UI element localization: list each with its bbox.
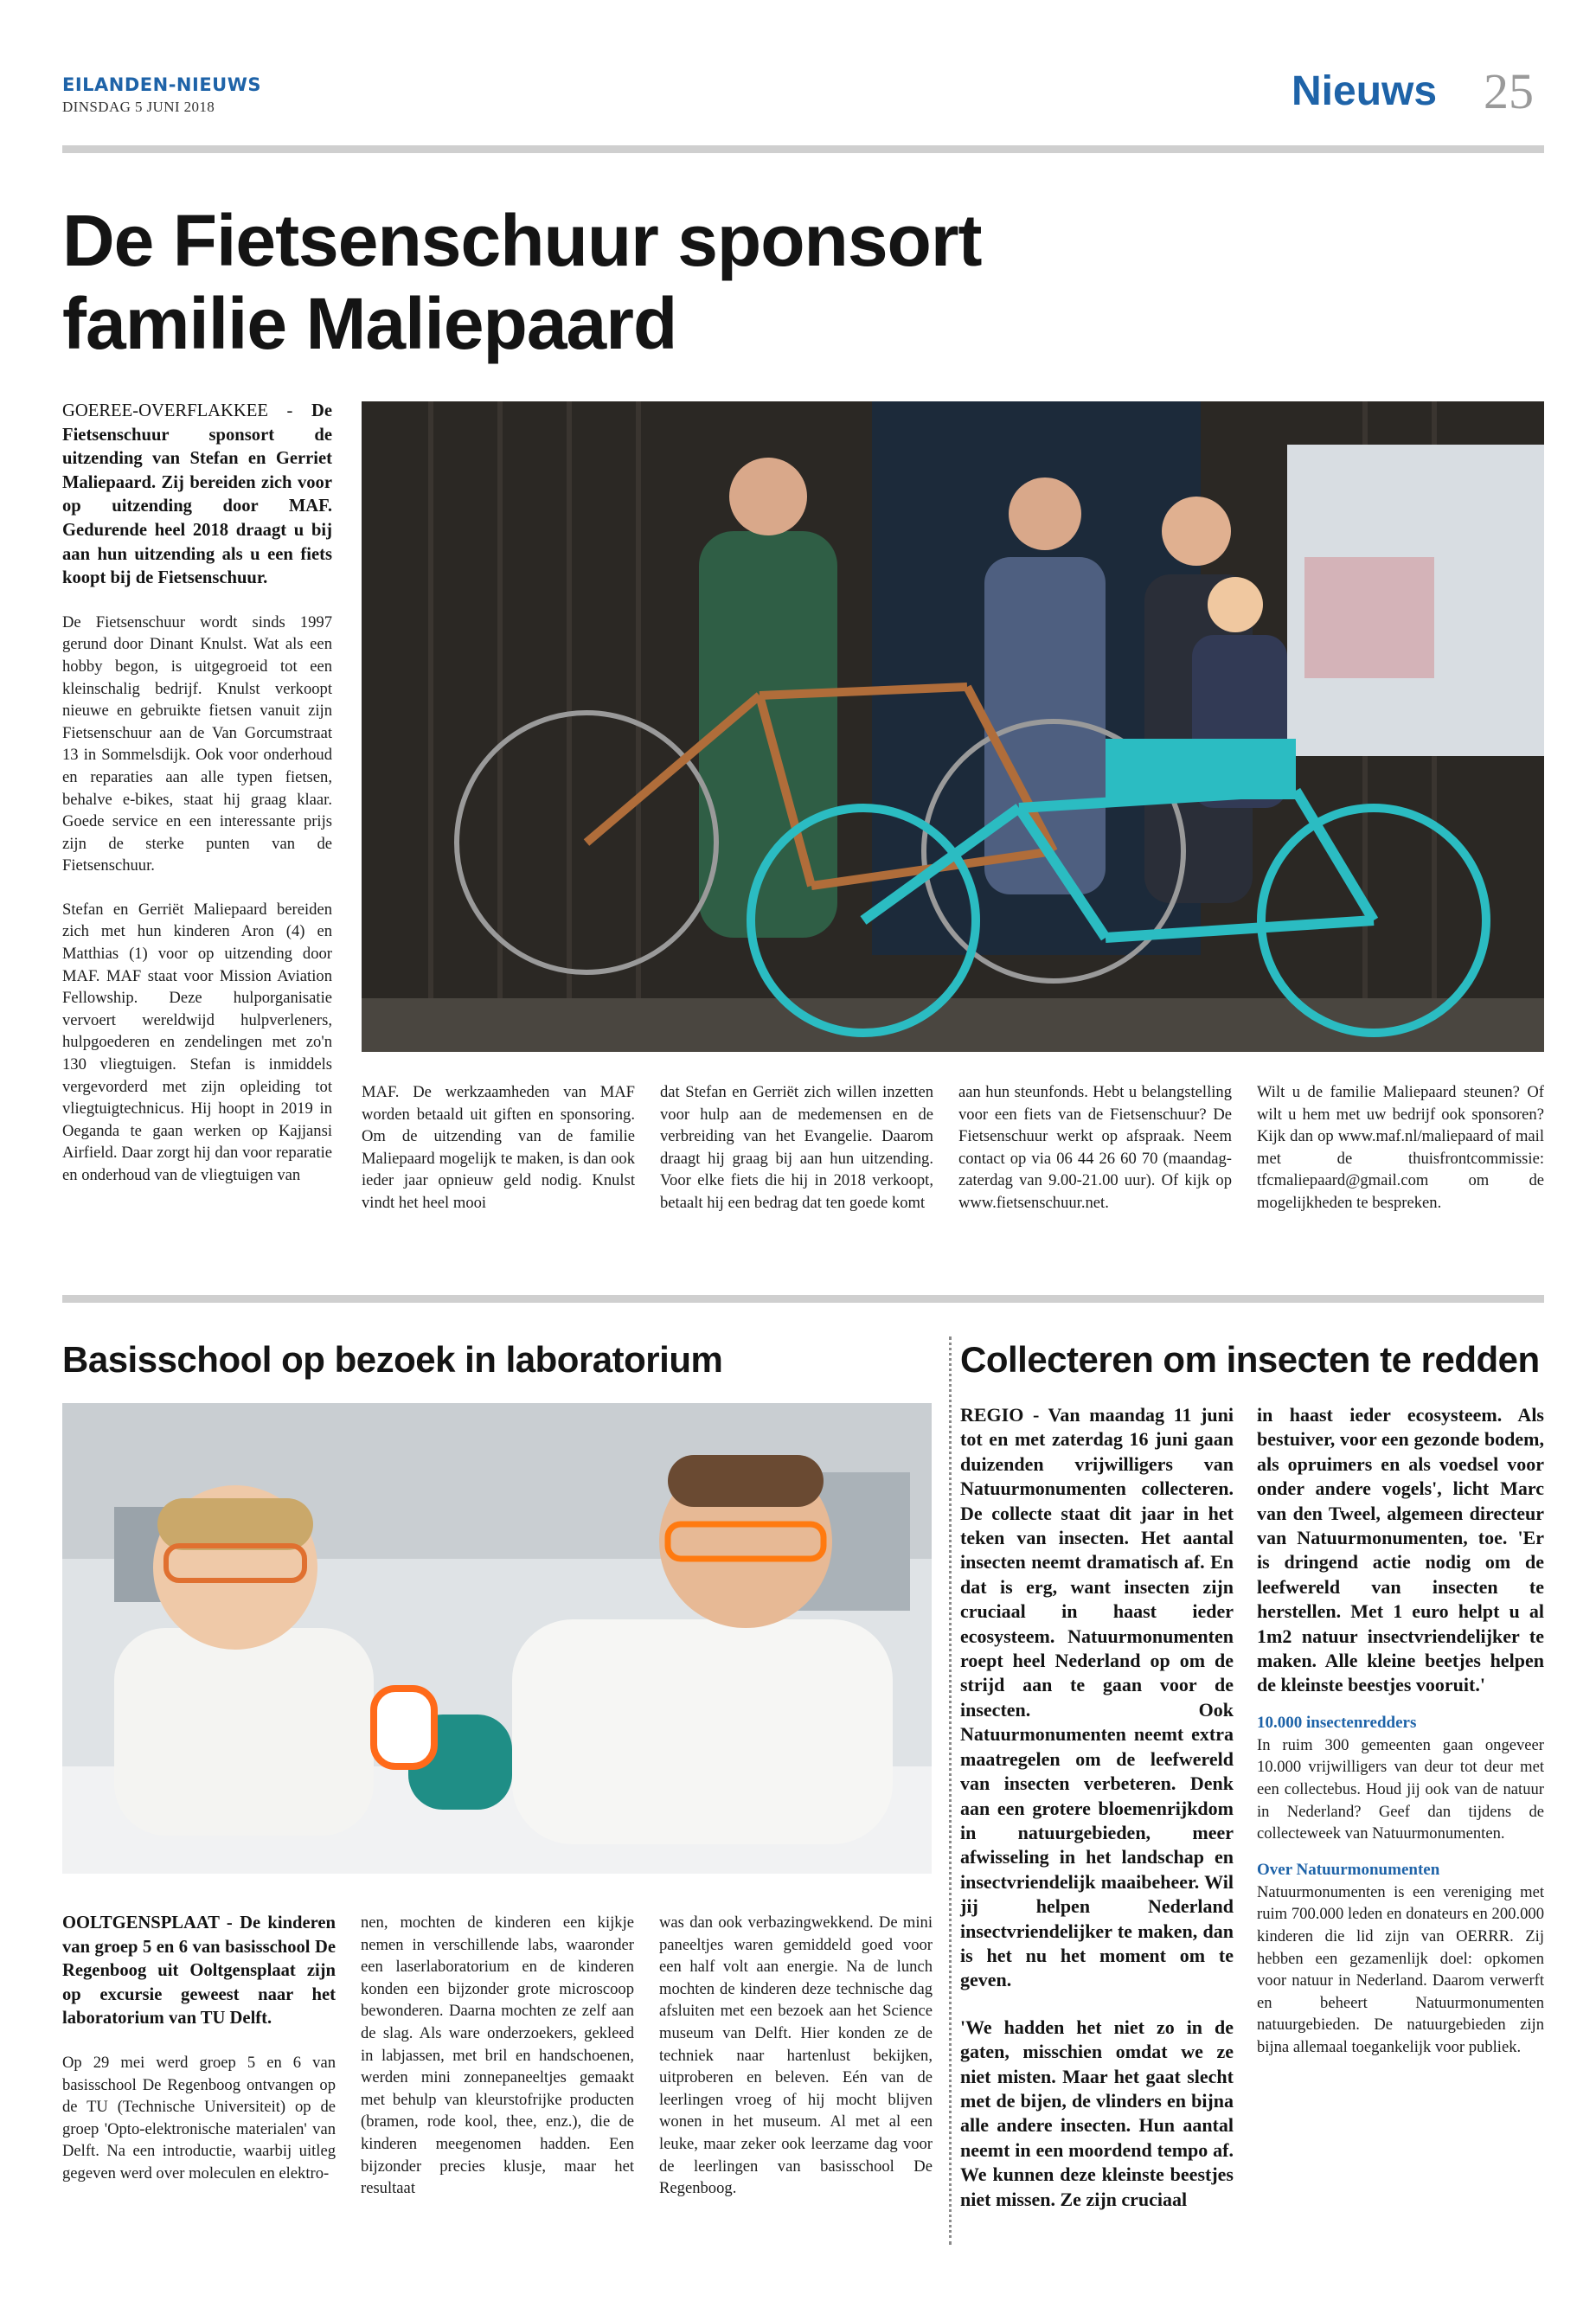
article1-dateline: GOEREE-OVERFLAKKEE - bbox=[62, 401, 293, 420]
article1-column-4: aan hun steunfonds. Hebt u belangstelling voor een fiets van de Fietsenschuur? De Fietsenschuur werkt op afspraak. Neem contact op via 06 44 26 60 70 (maandag-zaterdag van 9.00-21.00 uur). Of kijk op www.fietsenschuur.net. bbox=[958, 1083, 1232, 1212]
article3-lead: REGIO - Van maandag 11 juni tot en met zaterdag 16 juni gaan duizenden vrijwilligers van Natuurmonumenten collecteren. De collecte staat dit jaar in het teken van insecten. Het aantal insecten neemt dramatisch af. En dat is erg, want insecten zijn cruciaal in haast ieder ecosysteem. Natuurmonumenten roept heel Nederland op om de strijd aan te gaan voor de insecten. Ook Natuurmonumenten neemt extra maatregelen om de leefwereld van insecten verbeteren. Denk aan een grotere bloemenrijkdom in natuurgebieden, meer afwisseling in het landschap en insectvriendelijk maaibeheer. Wil jij helpen Nederland insectvriendelijker te maken, dan is het nu het moment om te geven. bbox=[960, 1404, 1234, 1991]
article1-column-1 bbox=[62, 400, 332, 1208]
article3-sub-text-1: In ruim 300 gemeenten gaan ongeveer 10.000 vrijwilligers van deur tot deur met een collectebus. Houd jij ook van de natuur in Nederland? Geef dan tijdens de collecteweek van Natuurmonumenten. bbox=[1257, 1735, 1544, 1843]
laboratory-photo bbox=[62, 1403, 932, 1874]
article3-sub-text-2: Natuurmonumenten is een vereniging met ruim 700.000 leden en donateurs en 200.000 kinderen die lid zijn van OERRR. Zij hebben een gezamenlijk doel: opkomen voor natuur in Nederland. Daarom verwerft en beheert Natuurmonumenten natuurgebieden. De natuurgebieden zijn bijna allemaal toegankelijk voor publiek. bbox=[1257, 1882, 1544, 2056]
article1-headline: De Fietsenschuur sponsort familie Maliepaard bbox=[62, 200, 982, 364]
article3-column-2 bbox=[1257, 1403, 1544, 2059]
column-separator bbox=[949, 1336, 952, 2245]
article2-lead: OOLTGENSPLAAT - De kinderen van groep 5 en 6 van basisschool De Regenboog uit Ooltgensplaat zijn op excursie geweest naar het laboratorium van TU Delft. bbox=[62, 1913, 336, 2029]
article1-paragraph: Stefan en Gerriët Maliepaard bereiden zich met hun kinderen Aron (4) en Matthias (1) voor op uitzending door MAF. MAF staat voor Mission Aviation Fellowship. Deze hulporganisatie vervoert wereldwijd hulpverleners, hulpgoederen en zendelingen met zo'n 130 vliegtuigen. Stefan is inmiddels vergevorderd met zijn opleiding tot vliegtuigtechnicus. Hij hoopt in 2019 in Oeganda te gaan werken op Kajjansi Airfield. Daar zorgt hij dan voor reparatie en onderhoud van de vliegtuigen van bbox=[62, 900, 332, 1184]
article1-column-2: MAF. De werkzaamheden van MAF worden betaald uit giften en sponsoring. Om de uitzending van de familie Maliepaard mogelijk te maken, is dan ook ieder jaar opnieuw geld nodig. Knulst vindt het heel mooi bbox=[362, 1083, 635, 1212]
top-rule bbox=[62, 145, 1544, 153]
newspaper-logo: EILANDEN-NIEUWS bbox=[62, 74, 262, 95]
article3-lead-continued: in haast ieder ecosysteem. Als bestuiver, voor een gezonde bodem, als opruimers en als voedsel voor onder andere vogels', licht Marc van den Tweel, algemeen directeur van Natuurmonumenten, toe. 'Er is dringend actie nodig om de leefwereld van insecten te herstellen. Met 1 euro helpt u al 1m2 natuur insectvriendelijker te maken. Alle kleine beetjes helpen de kleinste beestjes vooruit.' bbox=[1257, 1404, 1544, 1696]
laboratory-illustration bbox=[62, 1403, 932, 1874]
article3-headline: Collecteren om insecten te redden bbox=[960, 1339, 1540, 1380]
section-label: Nieuws bbox=[1292, 68, 1438, 114]
section-divider bbox=[62, 1295, 1544, 1303]
bike-shop-photo bbox=[362, 401, 1544, 1052]
issue-date: DINSDAG 5 JUNI 2018 bbox=[62, 99, 215, 115]
article1-body bbox=[62, 612, 332, 1187]
article1-lead bbox=[62, 400, 332, 591]
article1-column-3: dat Stefan en Gerriët zich willen inzetten voor hulp aan de medemensen en de verbreiding van het Evangelie. Daarom draagt hij graag bij aan hun uitzending. Voor elke fiets die hij in 2018 verkoopt, betaalt hij een bedrag dat ten goede komt bbox=[660, 1083, 933, 1212]
article3-subhead-2: Over Natuurmonumenten bbox=[1257, 1860, 1440, 1879]
article3-subhead-1: 10.000 insectenredders bbox=[1257, 1713, 1417, 1732]
article2-column-2: nen, mochten de kinderen een kijkje nemen in verschillende labs, waaronder een laserlaboratorium en de kinderen konden een bijzonder grote microscoop bewonderen. Daarna mochten ze zelf aan de slag. Als ware onderzoekers, gekleed in labjassen, met bril en handschoenen, werden mini zonnepaneeltjes gemaakt met behulp van kleurstofrijke producten (bramen, rode kool, thee, enz.), die de kinderen meegenomen hadden. Een bijzonder precies klusje, maar het resultaat bbox=[361, 1913, 634, 2198]
bike-shop-illustration bbox=[362, 401, 1544, 1052]
article2-column-3: was dan ook verbazingwekkend. De mini paneeltjes waren gemiddeld goed voor een half volt aan energie. Na de lunch mochten de kinderen deze technische dag afsluiten met een bezoek aan het Science museum van Delft. Hier konden ze de techniek naar hartenlust bekijken, uitproberen en beleven. Eén van de leerlingen vroeg of hij mocht blijven wonen in het museum. Al met al een leuke, maar zeker ook leerzame dag voor de leerlingen van basisschool De Regenboog. bbox=[659, 1913, 933, 2198]
page-number: 25 bbox=[1484, 63, 1534, 119]
article2-headline: Basisschool op bezoek in laboratorium bbox=[62, 1339, 723, 1380]
article2-column-1 bbox=[62, 1912, 336, 2185]
article2-body-1: Op 29 mei werd groep 5 en 6 van basisschool De Regenboog ontvangen op de TU (Technische Universiteit) op de groep 'Opto-elektronische materialen' van Delft. Na een introductie, waarbij uitleg gegeven werd over moleculen en elektro- bbox=[62, 2053, 336, 2182]
article1-paragraph: De Fietsenschuur wordt sinds 1997 gerund door Dinant Knulst. Wat als een hobby begon, is uitgegroeid tot een kleinschalig bedrijf. Knulst verkoopt nieuwe en gebruikte fietsen vanuit zijn Fietsenschuur aan de Van Gorcumstraat 13 in Sommelsdijk. Ook voor onderhoud en reparaties aan alle typen fietsen, behalve e-bikes, staat hij graag klaar. Goede service en een interessante prijs zijn de sterke punten van de Fietsenschuur. bbox=[62, 612, 332, 875]
article3-quote: 'We hadden het niet zo in de gaten, misschien omdat we ze niet misten. Maar het gaat slecht met de bijen, de vlinders en bijna alle andere insecten. Hun aantal neemt in een moordend tempo af. We kunnen deze kleinste beestjes niet missen. Ze zijn cruciaal bbox=[960, 2016, 1234, 2210]
article1-lead-text: De Fietsenschuur sponsort de uitzending van Stefan en Gerriet Maliepaard. Zij bereiden zich voor op uitzending door MAF. Gedurende heel 2018 draagt u bij aan hun uitzending als u een fiets koopt bij de Fietsenschuur. bbox=[62, 401, 332, 588]
article3-column-1 bbox=[960, 1403, 1234, 2212]
article1-column-5: Wilt u de familie Maliepaard steunen? Of wilt u hem met uw bedrijf ook sponsoren? Kijk dan op www.maf.nl/maliepaard of mail met de thuisfrontcommissie: tfcmaliepaard@gmail.com om de mogelijkheden te bespreken. bbox=[1257, 1083, 1544, 1212]
